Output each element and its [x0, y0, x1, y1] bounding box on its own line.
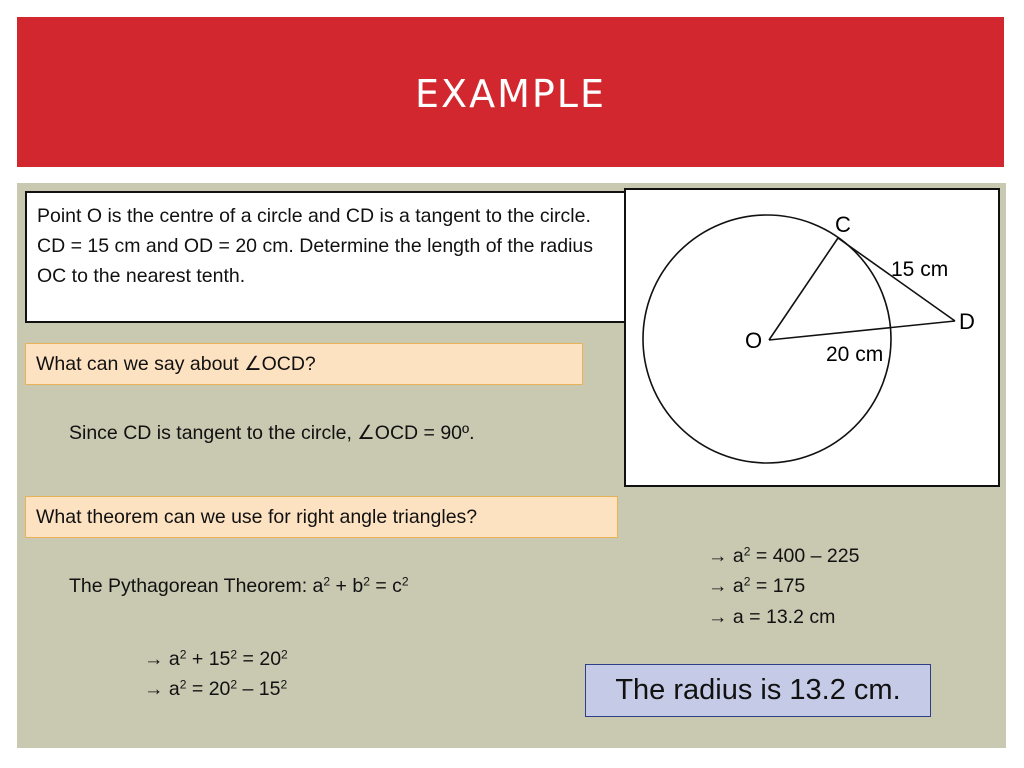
arrow-icon: → — [708, 545, 728, 567]
exponent: 2 — [743, 544, 751, 559]
theorem-text-a: The Pythagorean Theorem: a — [69, 575, 324, 597]
label-od-length: 20 cm — [826, 343, 884, 366]
segment-od — [769, 321, 955, 340]
step-text: = 20 — [186, 678, 231, 700]
circle — [643, 215, 891, 463]
slide-title: EXAMPLE — [415, 72, 606, 116]
theorem-text-b: + b — [330, 575, 364, 597]
step-1 — [144, 648, 288, 671]
step-text: a — [163, 648, 180, 670]
question-angle-text: What can we say about ∠OCD? — [36, 353, 316, 375]
theorem-text-c: = c — [369, 575, 402, 597]
exponent: 2 — [281, 647, 288, 662]
exponent: 2 — [401, 574, 409, 589]
step-text: = 175 — [750, 575, 806, 597]
step-5 — [708, 606, 835, 629]
angle-answer: Since CD is tangent to the circle, ∠OCD = 90º. — [69, 422, 475, 444]
step-text: a — [727, 575, 744, 597]
theorem-statement — [69, 575, 409, 598]
arrow-icon: → — [144, 678, 164, 700]
radius-oc — [769, 238, 838, 340]
label-c: C — [835, 212, 851, 237]
label-d: D — [959, 309, 975, 334]
arrow-icon: → — [708, 575, 728, 597]
exponent: 2 — [230, 647, 238, 662]
problem-text: Point O is the centre of a circle and CD is a tangent to the circle. CD = 15 cm and OD = 20 cm. Determine the length of the radius OC to the nearest tenth. — [37, 205, 594, 287]
final-answer-box — [585, 664, 931, 717]
step-text: = 400 – 225 — [750, 545, 860, 567]
step-text: a — [727, 545, 744, 567]
circle-diagram — [624, 188, 1000, 487]
step-4 — [708, 575, 805, 598]
final-answer-text: The radius is 13.2 cm. — [615, 674, 901, 706]
exponent: 2 — [179, 677, 187, 692]
step-text: = 20 — [237, 648, 282, 670]
label-o: O — [745, 328, 763, 353]
step-2 — [144, 678, 287, 701]
exponent: 2 — [743, 574, 751, 589]
exponent: 2 — [280, 677, 288, 692]
step-text: a — [163, 678, 180, 700]
problem-statement-box — [25, 191, 626, 323]
arrow-icon: → — [144, 648, 164, 670]
step-text: + 15 — [186, 648, 231, 670]
question-theorem-text: What theorem can we use for right angle triangles? — [36, 506, 478, 528]
exponent: 2 — [363, 574, 370, 589]
label-cd-length: 15 cm — [891, 258, 949, 281]
arrow-icon: → — [708, 606, 728, 628]
exponent: 2 — [179, 647, 187, 662]
title-banner — [17, 17, 1004, 167]
step-text: – 15 — [237, 678, 281, 700]
exponent: 2 — [323, 574, 331, 589]
question-angle-box — [25, 343, 583, 385]
step-text: a = 13.2 cm — [727, 606, 836, 628]
tangent-figure — [626, 190, 998, 485]
step-3 — [708, 545, 859, 568]
question-theorem-box — [25, 496, 618, 538]
exponent: 2 — [230, 677, 238, 692]
